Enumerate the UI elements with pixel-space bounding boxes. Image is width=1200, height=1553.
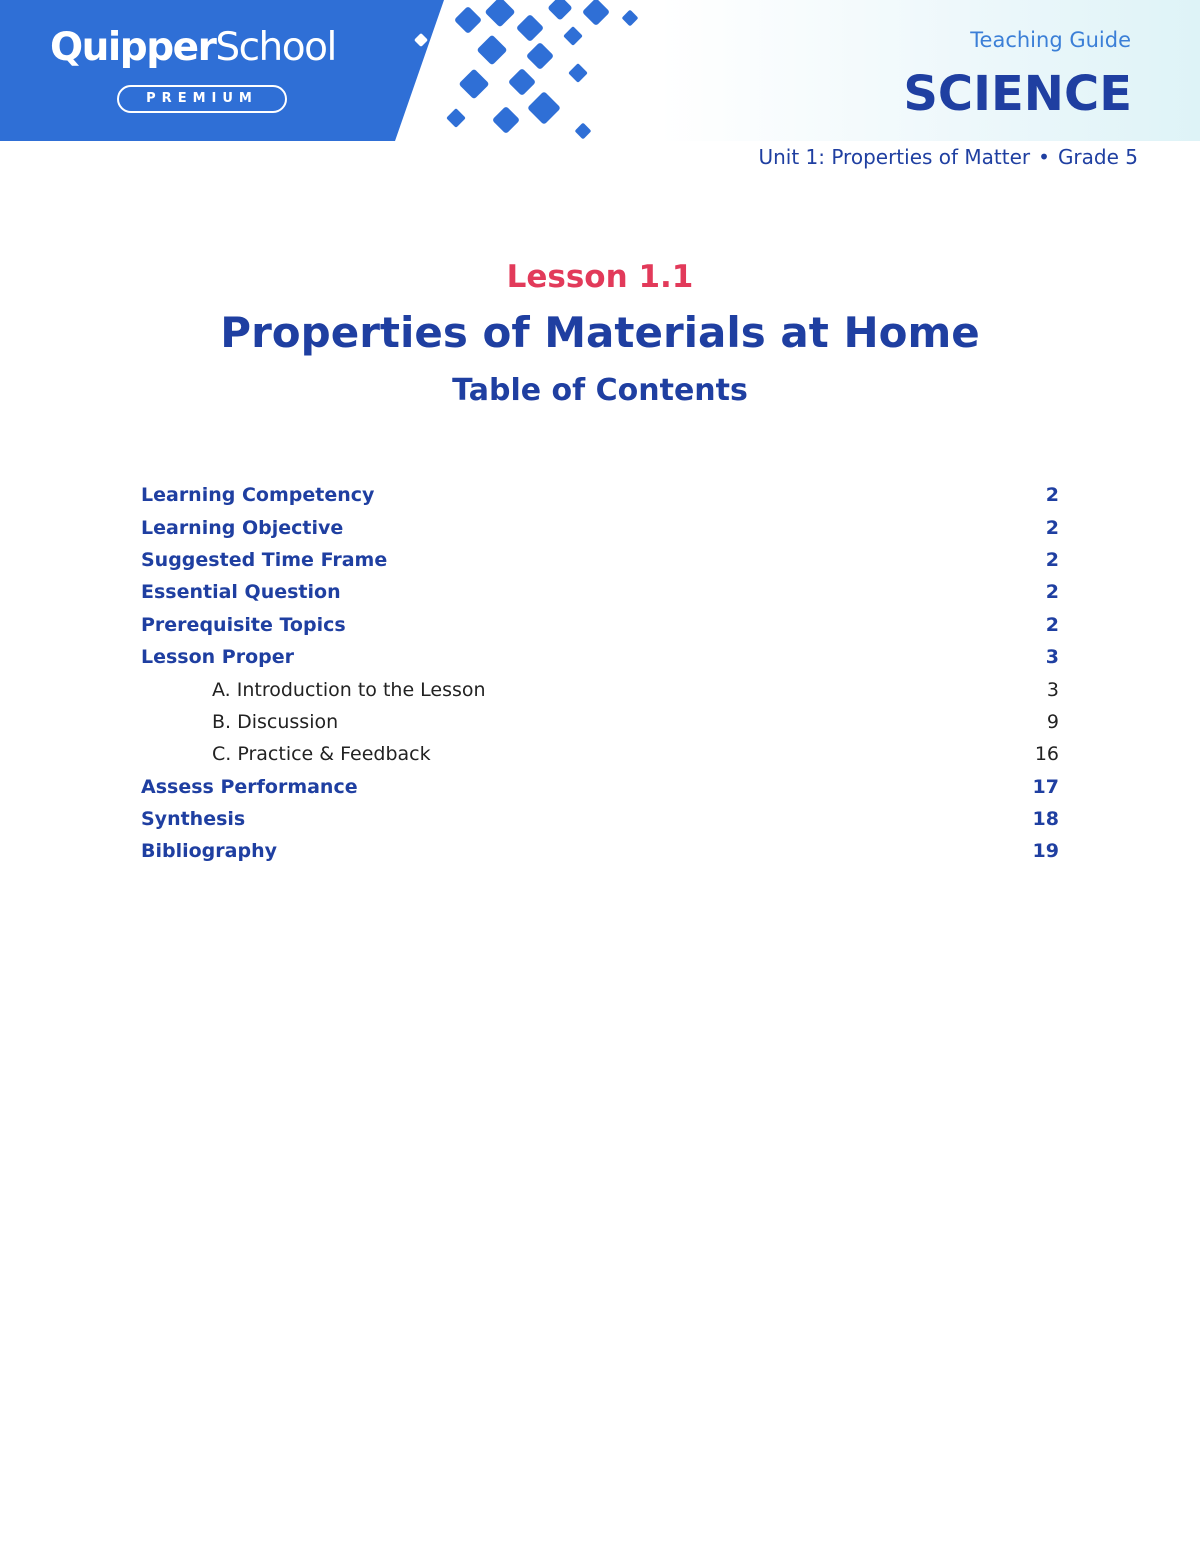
toc-entry-title: Bibliography [141,840,277,863]
header-banner [0,0,1200,141]
toc-entry-page: 2 [1045,581,1059,604]
logo-brand-bold: Quipper [50,25,216,70]
toc-entry[interactable] [141,511,1061,543]
pixel-decoration [446,0,638,139]
grade-label: Grade 5 [1057,145,1138,169]
toc-entry-page: 16 [1034,743,1059,766]
document-type: Teaching Guide [970,28,1131,52]
toc-entry-page: 2 [1045,548,1059,571]
toc-entry-title: B. Discussion [212,710,339,733]
quipper-school-logo [50,24,336,72]
toc-entry-page: 9 [1046,710,1059,733]
table-of-contents [141,479,1061,868]
toc-entry[interactable] [141,609,1061,641]
toc-entry-page: 2 [1045,484,1059,507]
toc-entry-page: 18 [1032,808,1059,831]
toc-subentry[interactable] [141,706,1061,738]
toc-entry-page: 2 [1045,613,1059,636]
toc-entry-page: 17 [1032,775,1059,798]
toc-entry[interactable] [141,479,1061,511]
toc-entry-title: Prerequisite Topics [141,613,346,636]
toc-entry-title: Lesson Proper [141,646,295,669]
toc-entry-title: A. Introduction to the Lesson [212,678,486,701]
toc-entry[interactable] [141,771,1061,803]
lesson-number: Lesson 1.1 [506,259,694,295]
toc-subentry[interactable] [141,738,1061,770]
bullet-separator: • [1038,145,1050,169]
unit-label: Unit 1: Properties of Matter [758,145,1031,169]
toc-entry-title: Learning Objective [141,516,344,539]
unit-grade-line [758,143,1138,171]
lesson-title: Properties of Materials at Home [220,308,980,357]
toc-entry-title: Assess Performance [141,775,358,798]
toc-heading: Table of Contents [452,373,748,408]
toc-entry-title: Essential Question [141,581,341,604]
toc-entry[interactable] [141,803,1061,835]
logo-brand-regular: School [215,25,336,70]
toc-entry[interactable] [141,544,1061,576]
toc-entry-page: 3 [1046,678,1059,701]
toc-entry[interactable] [141,641,1061,673]
toc-entry-title: C. Practice & Feedback [212,743,431,766]
toc-entry-page: 2 [1045,516,1059,539]
toc-entry-page: 3 [1045,646,1059,669]
toc-subentry[interactable] [141,673,1061,705]
premium-badge: PREMIUM [117,85,287,113]
toc-entry-page: 19 [1032,840,1059,863]
toc-entry[interactable] [141,835,1061,867]
toc-entry-title: Suggested Time Frame [141,548,388,571]
toc-entry[interactable] [141,576,1061,608]
toc-entry-title: Learning Competency [141,484,375,507]
toc-entry-title: Synthesis [141,808,246,831]
subject-title: SCIENCE [903,66,1132,122]
